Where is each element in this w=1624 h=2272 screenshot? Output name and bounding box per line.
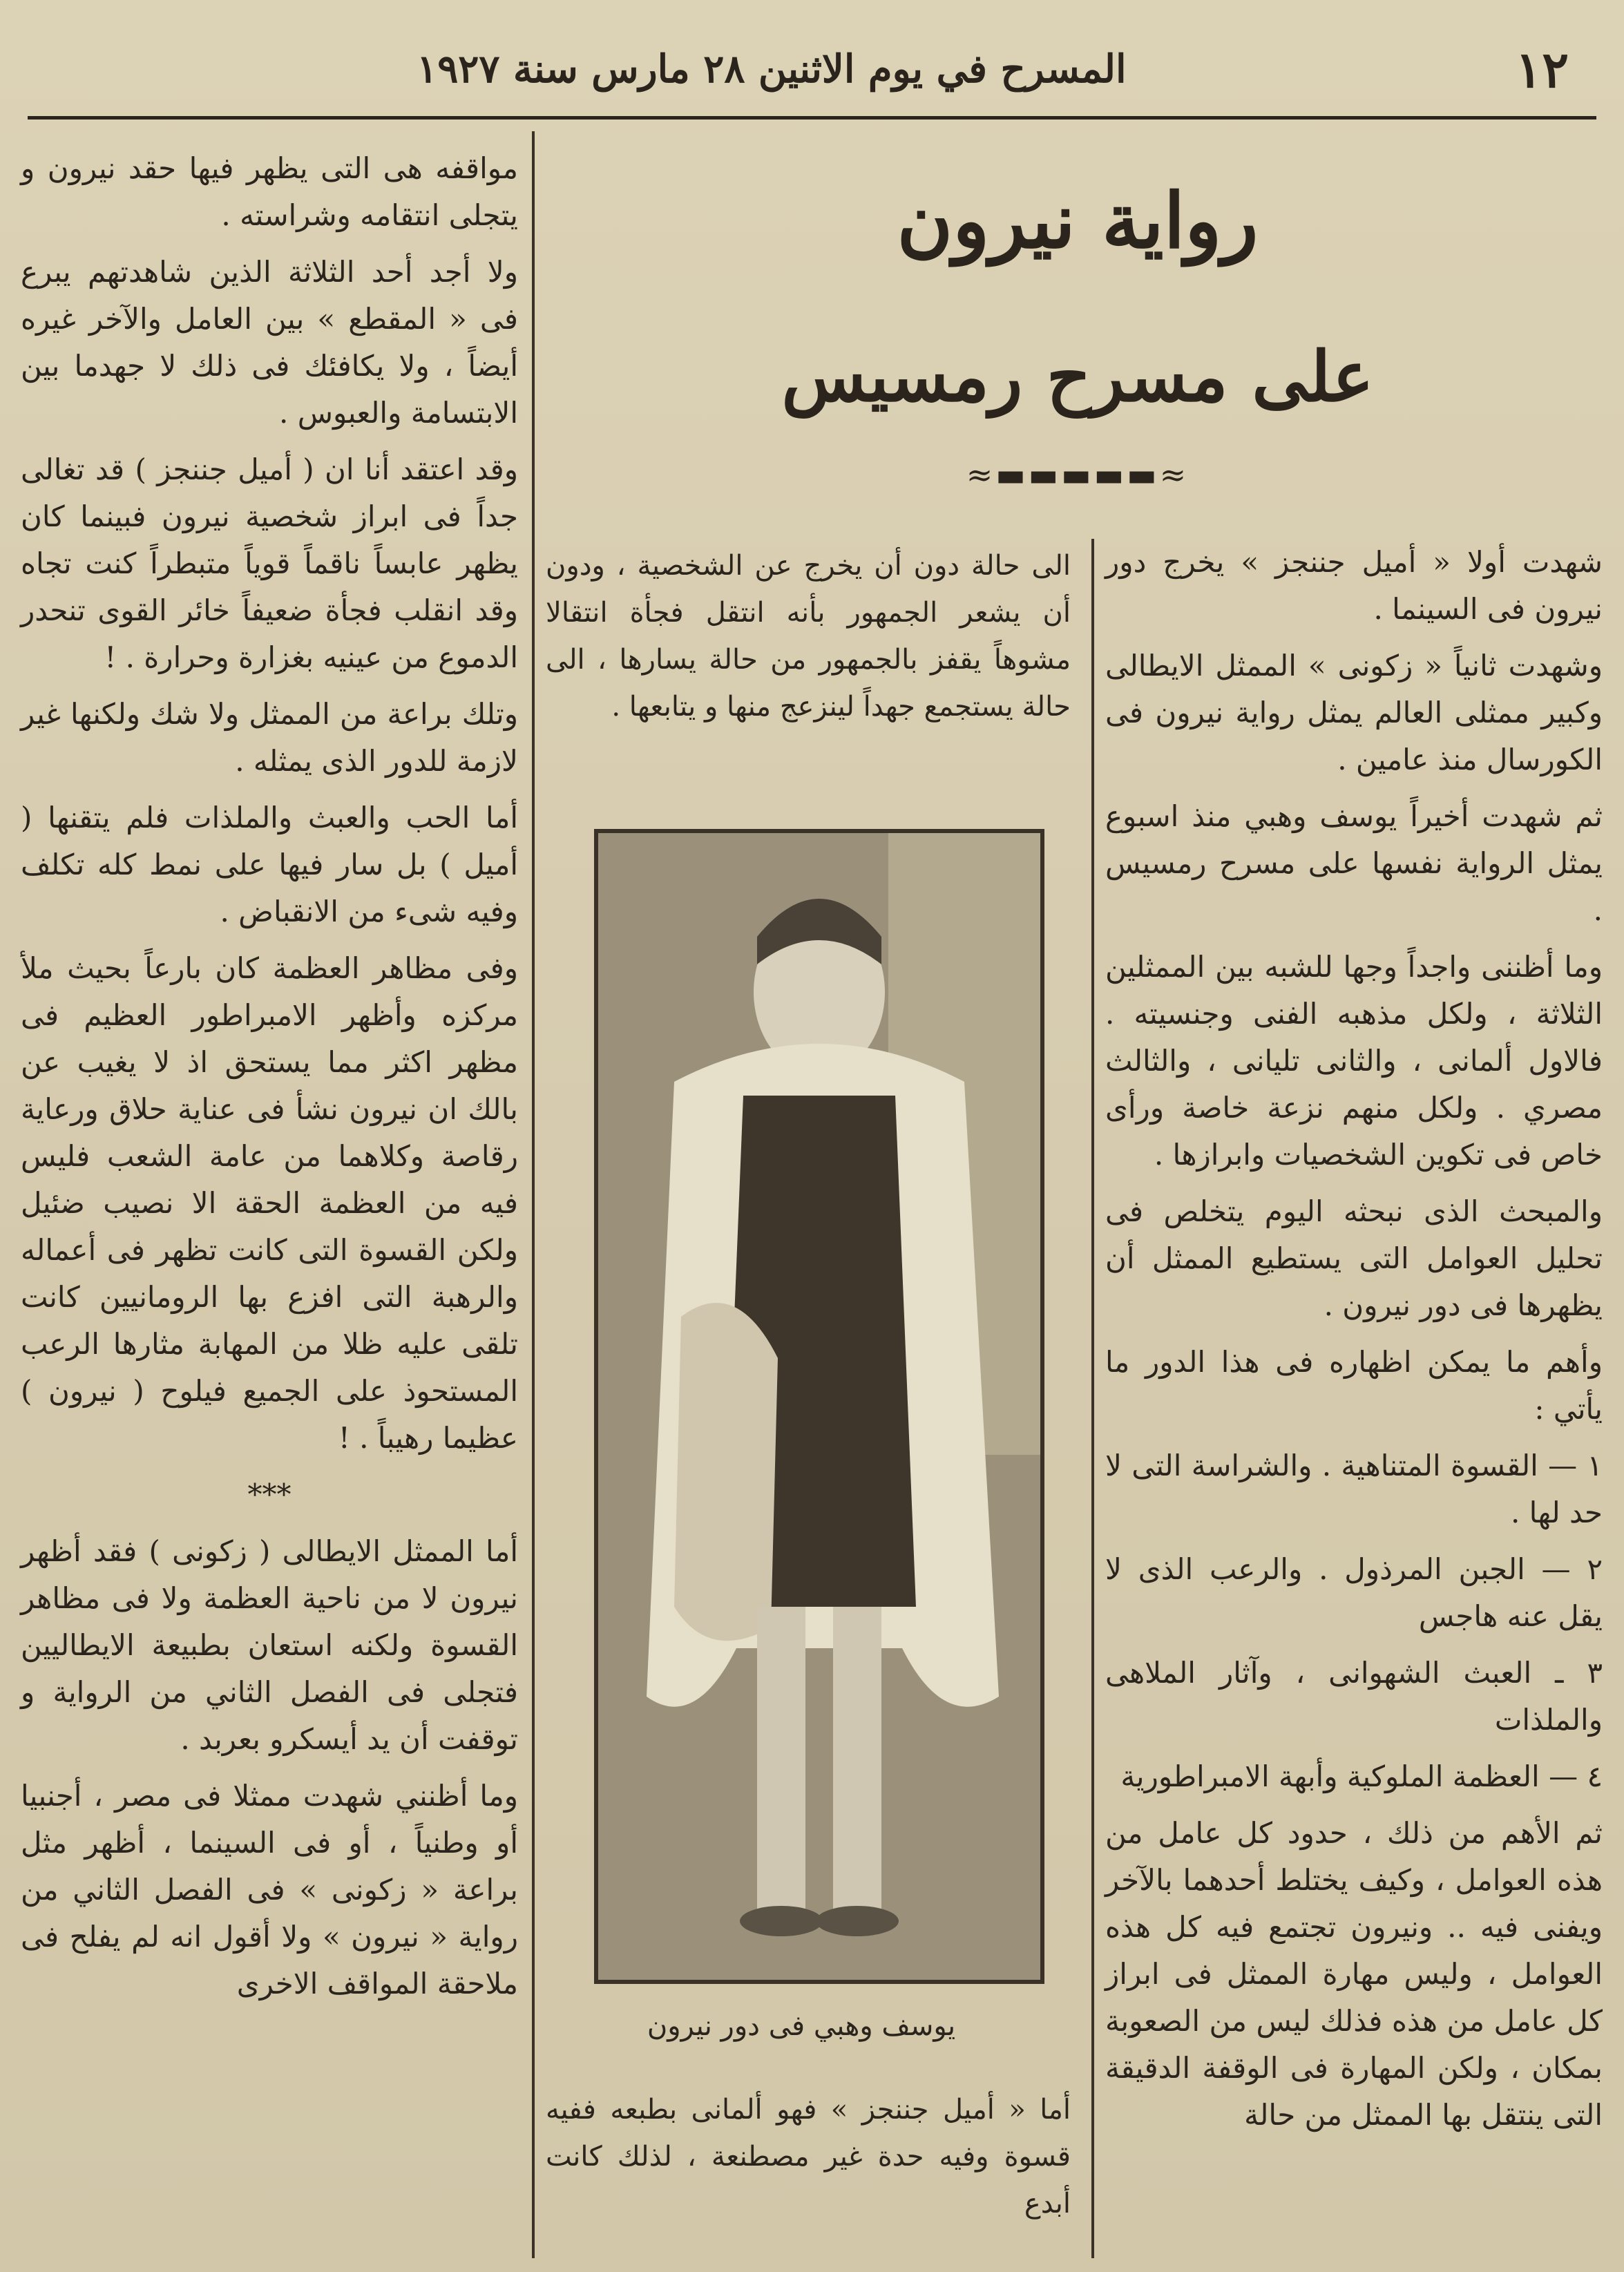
paragraph: وما أظنني شهدت ممثلا فى مصر ، أجنبيا أو وطنياً ، أو فى السينما ، أظهر مثل براعة « زكونى » فى الفصل الثاني من رواية « نيرون » ولا أقول انه لم يفلح فى ملاحقة المواقف الاخرى bbox=[21, 1779, 518, 2001]
photo-caption: يوسف وهبي فى دور نيرون bbox=[647, 2010, 956, 2042]
section-separator: *** bbox=[247, 1478, 292, 1511]
column-middle-bottom: أما « أميل جننجز » فهو ألمانى بطبعه ففيه قسوة وفيه حدة غير مصطنعة ، لذلك كانت أبدع bbox=[546, 2094, 1071, 2220]
list-item: ٤ — العظمة الملوكية وأبهة الامبراطورية bbox=[1120, 1759, 1603, 1793]
paragraph: وما أظننى واجداً وجها للشبه بين الممثلين الثلاثة ، ولكل مذهبه الفنى وجنسيته . فالاول ألمانى ، والثانى تليانى ، والثالث مصري . ولكل منهم نزعة خاصة ورأى خاص فى تكوين الشخصيات وابرازها . bbox=[1105, 950, 1603, 1172]
paragraph: ولا أجد أحد الثلاثة الذين شاهدتهم يبرع فى « المقطع » بين العامل والآخر غيره أيضاً ، ولا يكافئك فى ذلك لا جهدما بين الابتسامة والعبوس . bbox=[21, 255, 518, 430]
page-number: ١٢ bbox=[1515, 39, 1569, 99]
paragraph: وتلك براعة من الممثل ولا شك ولكنها غير لازمة للدور الذى يمثله . bbox=[21, 697, 518, 778]
article-title: رواية نيرون bbox=[897, 176, 1259, 265]
column-left bbox=[21, 145, 518, 2258]
paragraph: ثم شهدت أخيراً يوسف وهبي منذ اسبوع يمثل الرواية نفسها على مسرح رمسيس . bbox=[1105, 799, 1603, 927]
paragraph: أما الحب والعبث والملذات فلم يتقنها ( أميل ) بل سار فيها على نمط كله تكلف وفيه شىء من الانقباض . bbox=[21, 801, 518, 928]
column-middle-top: الى حالة دون أن يخرج عن الشخصية ، ودون أن يشعر الجمهور بأنه انتقل فجأة انتقالا مشوهاً يقفز بالجمهور من حالة يسارها ، الى حالة يستجمع جهداً لينزعج منها و يتابعها . bbox=[546, 550, 1071, 723]
list-item: ٣ ـ العبث الشهوانى ، وآثار الملاهى والملذات bbox=[1105, 1656, 1603, 1737]
article-title-block bbox=[553, 166, 1603, 493]
column-right bbox=[1105, 539, 1603, 2258]
photo-illustration bbox=[598, 833, 1040, 1980]
article-subtitle: على مسرح رمسيس bbox=[781, 336, 1374, 417]
paragraph: وفى مظاهر العظمة كان بارعاً بحيث ملأ مركزه وأظهر الامبراطور العظيم فى مظهر اكثر مما يستحق اذ لا يغيب عن بالك ان نيرون نشأ فى عناية حلاق ورعاية رقاصة وكلاهما من عامة الشعب فليس فيه من العظمة الحقة الا نصيب ضئيل ولكن القسوة التى كانت تظهر فى أعماله والرهبة التى افزع بها الرومانيين كانت تلقى عليه ظلا من المهابة مثارها الرعب المستحوذ على الجميع فيلوح ( نيرون ) عظيما رهيباً . ! bbox=[21, 951, 518, 1455]
paragraph: مواقفه هى التى يظهر فيها حقد نيرون و يتجلى انتقامه وشراسته . bbox=[21, 151, 518, 232]
paragraph: والمبحث الذى نبحثه اليوم يتخلص فى تحليل العوامل التى يستطيع الممثل أن يظهرها فى دور نيرون . bbox=[1105, 1194, 1603, 1322]
paragraph: وشهدت ثانياً « زكونى » الممثل الايطالى وكبير ممثلى العالم يمثل رواية نيرون فى الكورسال منذ عامين . bbox=[1105, 649, 1603, 776]
paragraph: شهدت أولا « أميل جننجز » يخرج دور نيرون فى السينما . bbox=[1105, 545, 1603, 626]
title-ornament: ≈▬▬▬▬▬≈ bbox=[966, 456, 1190, 493]
paragraph: وقد اعتقد أنا ان ( أميل جننجز ) قد تغالى جداً فى ابراز شخصية نيرون فبينما كان يظهر عابساً ناقماً قوياً متبطراً كنت تجاه وقد انقلب فجأة ضعيفاً خائر القوى تنحدر الدموع من عينيه بغزارة وحرارة . ! bbox=[21, 452, 518, 674]
header-rule bbox=[28, 116, 1596, 120]
column-rule-left bbox=[532, 131, 535, 2258]
page-header bbox=[28, 28, 1596, 111]
actor-photo bbox=[594, 829, 1044, 1984]
list-item: ١ — القسوة المتناهية . والشراسة التى لا حد لها . bbox=[1105, 1449, 1603, 1529]
paragraph: أما الممثل الايطالى ( زكونى ) فقد أظهر نيرون لا من ناحية العظمة ولا فى مظاهر القسوة ولكنه استعان بطبيعة الايطاليين فتجلى فى الفصل الثاني من الرواية و توقفت أن يد أيسكرو بعربد . bbox=[21, 1534, 518, 1756]
paragraph: ثم الأهم من ذلك ، حدود كل عامل من هذه العوامل ، وكيف يختلط أحدهما بالآخر ويفنى فيه .. ونيرون تجتمع فيه كل هذه العوامل ، وليس مهارة الممثل فى ابراز كل عامل من هذه فذلك ليس من الصعوبة بمكان ، ولكن المهارة فى الوقفة الدقيقة التى ينتقل بها الممثل من حالة bbox=[1105, 1816, 1603, 2132]
paragraph: وأهم ما يمكن اظهاره فى هذا الدور ما يأتي : bbox=[1105, 1345, 1603, 1426]
header-title: المسرح في يوم الاثنين ٢٨ مارس سنة ١٩٢٧ bbox=[417, 46, 1127, 92]
list-item: ٢ — الجبن المرذول . والرعب الذى لا يقل عنه هاجس bbox=[1105, 1552, 1603, 1633]
column-rule-right bbox=[1091, 539, 1094, 2258]
